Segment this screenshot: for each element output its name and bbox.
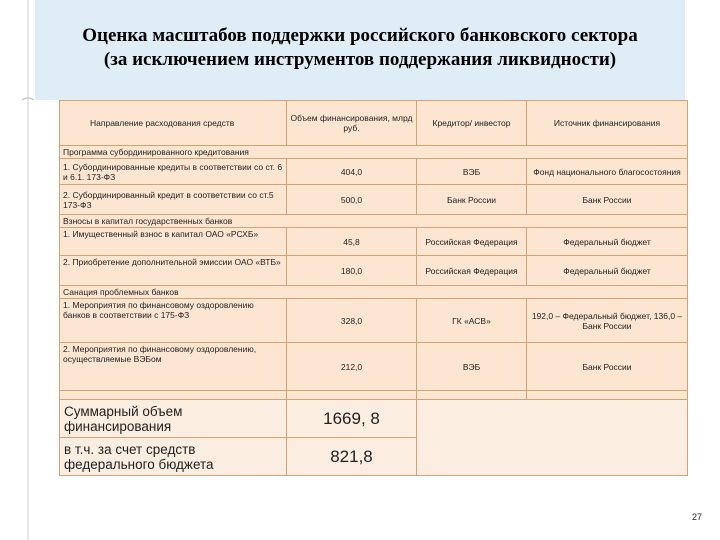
row-amount: 212,0 (287, 343, 417, 391)
row-creditor: Российская Федерация (417, 228, 527, 256)
section-row (60, 215, 688, 228)
table-row (60, 256, 688, 286)
row-amount: 328,0 (287, 299, 417, 343)
row-creditor: ВЭБ (417, 159, 527, 185)
header-source: Источник финансирования (527, 101, 688, 146)
row-source: Федеральный бюджет (527, 256, 688, 286)
row-creditor: ГК «АСВ» (417, 299, 527, 343)
table-header-row (60, 101, 688, 146)
summary-total-row (60, 400, 688, 438)
spacer-row (60, 391, 688, 400)
page-title (35, 24, 685, 72)
header-direction: Направление расходования средств (60, 101, 287, 146)
title-line-2: (за исключением инструментов поддержания ликвидности) (103, 49, 617, 70)
header-amount: Объем финансирования, млрд руб. (287, 101, 417, 146)
table-row (60, 299, 688, 343)
section-title: Программа субординированного кредитования (60, 146, 688, 159)
row-amount: 180,0 (287, 256, 417, 286)
table-row (60, 343, 688, 391)
row-name: 1. Субординированные кредиты в соответствии со ст. 6 и 6.1. 173-ФЗ (60, 159, 287, 185)
section-row (60, 286, 688, 299)
row-amount: 500,0 (287, 185, 417, 215)
row-name: 1. Мероприятия по финансовому оздоровлению банков в соответствии с 175-ФЗ (60, 299, 287, 343)
row-creditor: Банк России (417, 185, 527, 215)
row-creditor: ВЭБ (417, 343, 527, 391)
summary-total-label: Суммарный объем финансирования (60, 400, 287, 438)
row-amount: 45,8 (287, 228, 417, 256)
row-name: 2. Субординированный кредит в соответствии со ст.5 173-ФЗ (60, 185, 287, 215)
row-source: Фонд национального благосостояния (527, 159, 688, 185)
summary-budget-value: 821,8 (287, 438, 417, 476)
scroll-decoration (18, 0, 38, 540)
row-name: 2. Приобретение дополнительной эмиссии ОАО «ВТБ» (60, 256, 287, 286)
summary-empty-cell (417, 400, 688, 476)
support-table (59, 100, 688, 476)
title-line-1: Оценка масштабов поддержки российского банковского сектора (82, 25, 638, 46)
row-source: Банк России (527, 185, 688, 215)
row-source: 192,0 – Федеральный бюджет, 136,0 – Банк России (527, 299, 688, 343)
summary-budget-label: в т.ч. за счет средств федерального бюджета (60, 438, 287, 476)
section-row (60, 146, 688, 159)
page-number: 27 (691, 512, 702, 522)
row-amount: 404,0 (287, 159, 417, 185)
section-title: Взносы в капитал государственных банков (60, 215, 688, 228)
table-row (60, 185, 688, 215)
table-row (60, 159, 688, 185)
row-name: 2. Мероприятия по финансовому оздоровлению, осуществляемые ВЭБом (60, 343, 287, 391)
row-source: Банк России (527, 343, 688, 391)
section-title: Санация проблемных банков (60, 286, 688, 299)
row-source: Федеральный бюджет (527, 228, 688, 256)
summary-total-value: 1669, 8 (287, 400, 417, 438)
header-creditor: Кредитор/ инвестор (417, 101, 527, 146)
row-name: 1. Имущественный взнос в капитал ОАО «РСХБ» (60, 228, 287, 256)
row-creditor: Российская Федерация (417, 256, 527, 286)
table-row (60, 228, 688, 256)
